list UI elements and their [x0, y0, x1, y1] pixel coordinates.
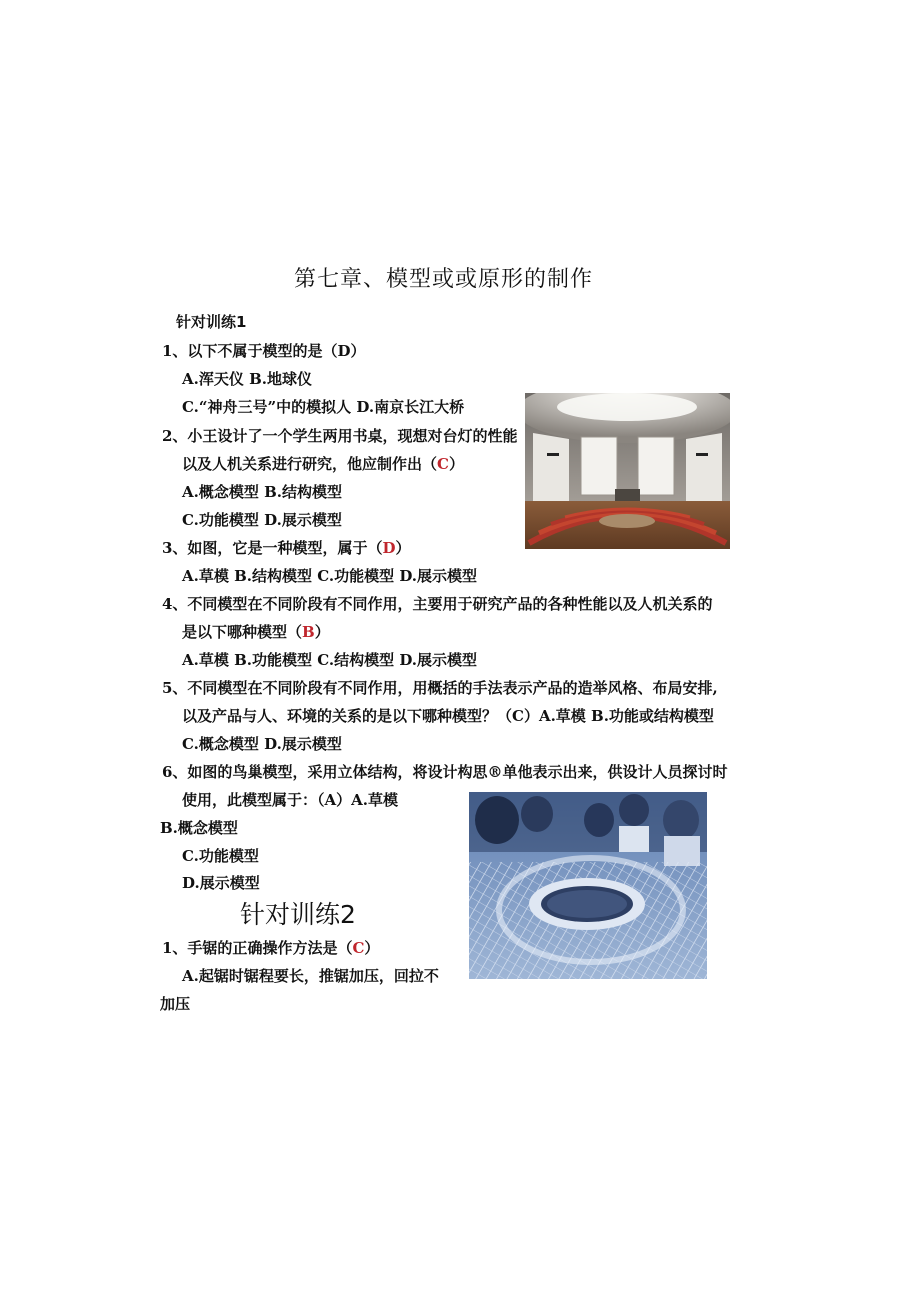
- question-6-stem-line1: 6、如图的鸟巢模型，采用立体结构，将设计构思®单他表示出来，供设计人员探讨时: [162, 763, 728, 781]
- question-6-option-c: C.功能模型: [182, 847, 259, 865]
- question-2-options-cd: C.功能模型 D.展示模型: [182, 511, 342, 529]
- question-2-options-ab: A.概念模型 B.结构模型: [182, 483, 342, 501]
- section-heading-2: 针对训练2: [240, 900, 356, 929]
- question-3-answer: D: [382, 539, 396, 557]
- question-6-option-b: B.概念模型: [160, 819, 238, 837]
- question-5-stem-line2: 以及产品与人、环境的关系的是以下哪种模型？（C）A.草模 B.功能或结构模型: [182, 707, 714, 725]
- question-1-stem: 1、以下不属于模型的是（D）: [162, 342, 366, 360]
- question-5-stem-line1: 5、不同模型在不同阶段有不同作用，用概括的手法表示产品的造举风格、布局安排,: [162, 679, 718, 697]
- question-1-options-ab: A.浑天仪 B.地球仪: [182, 370, 312, 388]
- question-7-option-a-line2: 加压: [160, 995, 191, 1013]
- question-2-stem-line1: 2、小王设计了一个学生两用书桌，现想对台灯的性能: [162, 427, 518, 445]
- question-4-stem-line2: 是以下哪种模型（B）: [182, 623, 330, 641]
- question-3-options: A.草模 B.结构模型 C.功能模型 D.展示模型: [182, 567, 478, 585]
- question-5-options-cd: C.概念模型 D.展示模型: [182, 735, 342, 753]
- page-title: 第七章、模型或或原形的制作: [294, 267, 594, 292]
- question-7-stem: 1、手锯的正确操作方法是（C）: [162, 939, 380, 957]
- question-1-options-cd: C.“神舟三号”中的模拟人 D.南京长江大桥: [182, 398, 465, 416]
- question-7-answer: C: [352, 939, 365, 957]
- question-4-answer: B: [302, 623, 315, 641]
- birds-nest-model-photo: [469, 792, 707, 979]
- question-7-option-a-line1: A.起锯时锯程要长，推锯加压，回拉不: [182, 967, 439, 985]
- question-2-answer: C: [437, 455, 449, 473]
- question-2-stem-line2: 以及人机关系进行研究，他应制作出（C）: [182, 455, 464, 473]
- question-6-option-d: D.展示模型: [182, 874, 260, 892]
- question-3-stem: 3、如图，它是一种模型，属于（D）: [162, 539, 411, 557]
- auditorium-model-photo: [525, 393, 730, 549]
- question-6-stem-line2: 使用，此模型属于：（A）A.草模: [182, 791, 398, 809]
- question-4-stem-line1: 4、不同模型在不同阶段有不同作用，主要用于研究产品的各种性能以及人机关系的: [162, 595, 713, 613]
- question-4-options: A.草模 B.功能模型 C.结构模型 D.展示模型: [182, 651, 478, 669]
- section-heading-1: 针对训练1: [176, 313, 247, 331]
